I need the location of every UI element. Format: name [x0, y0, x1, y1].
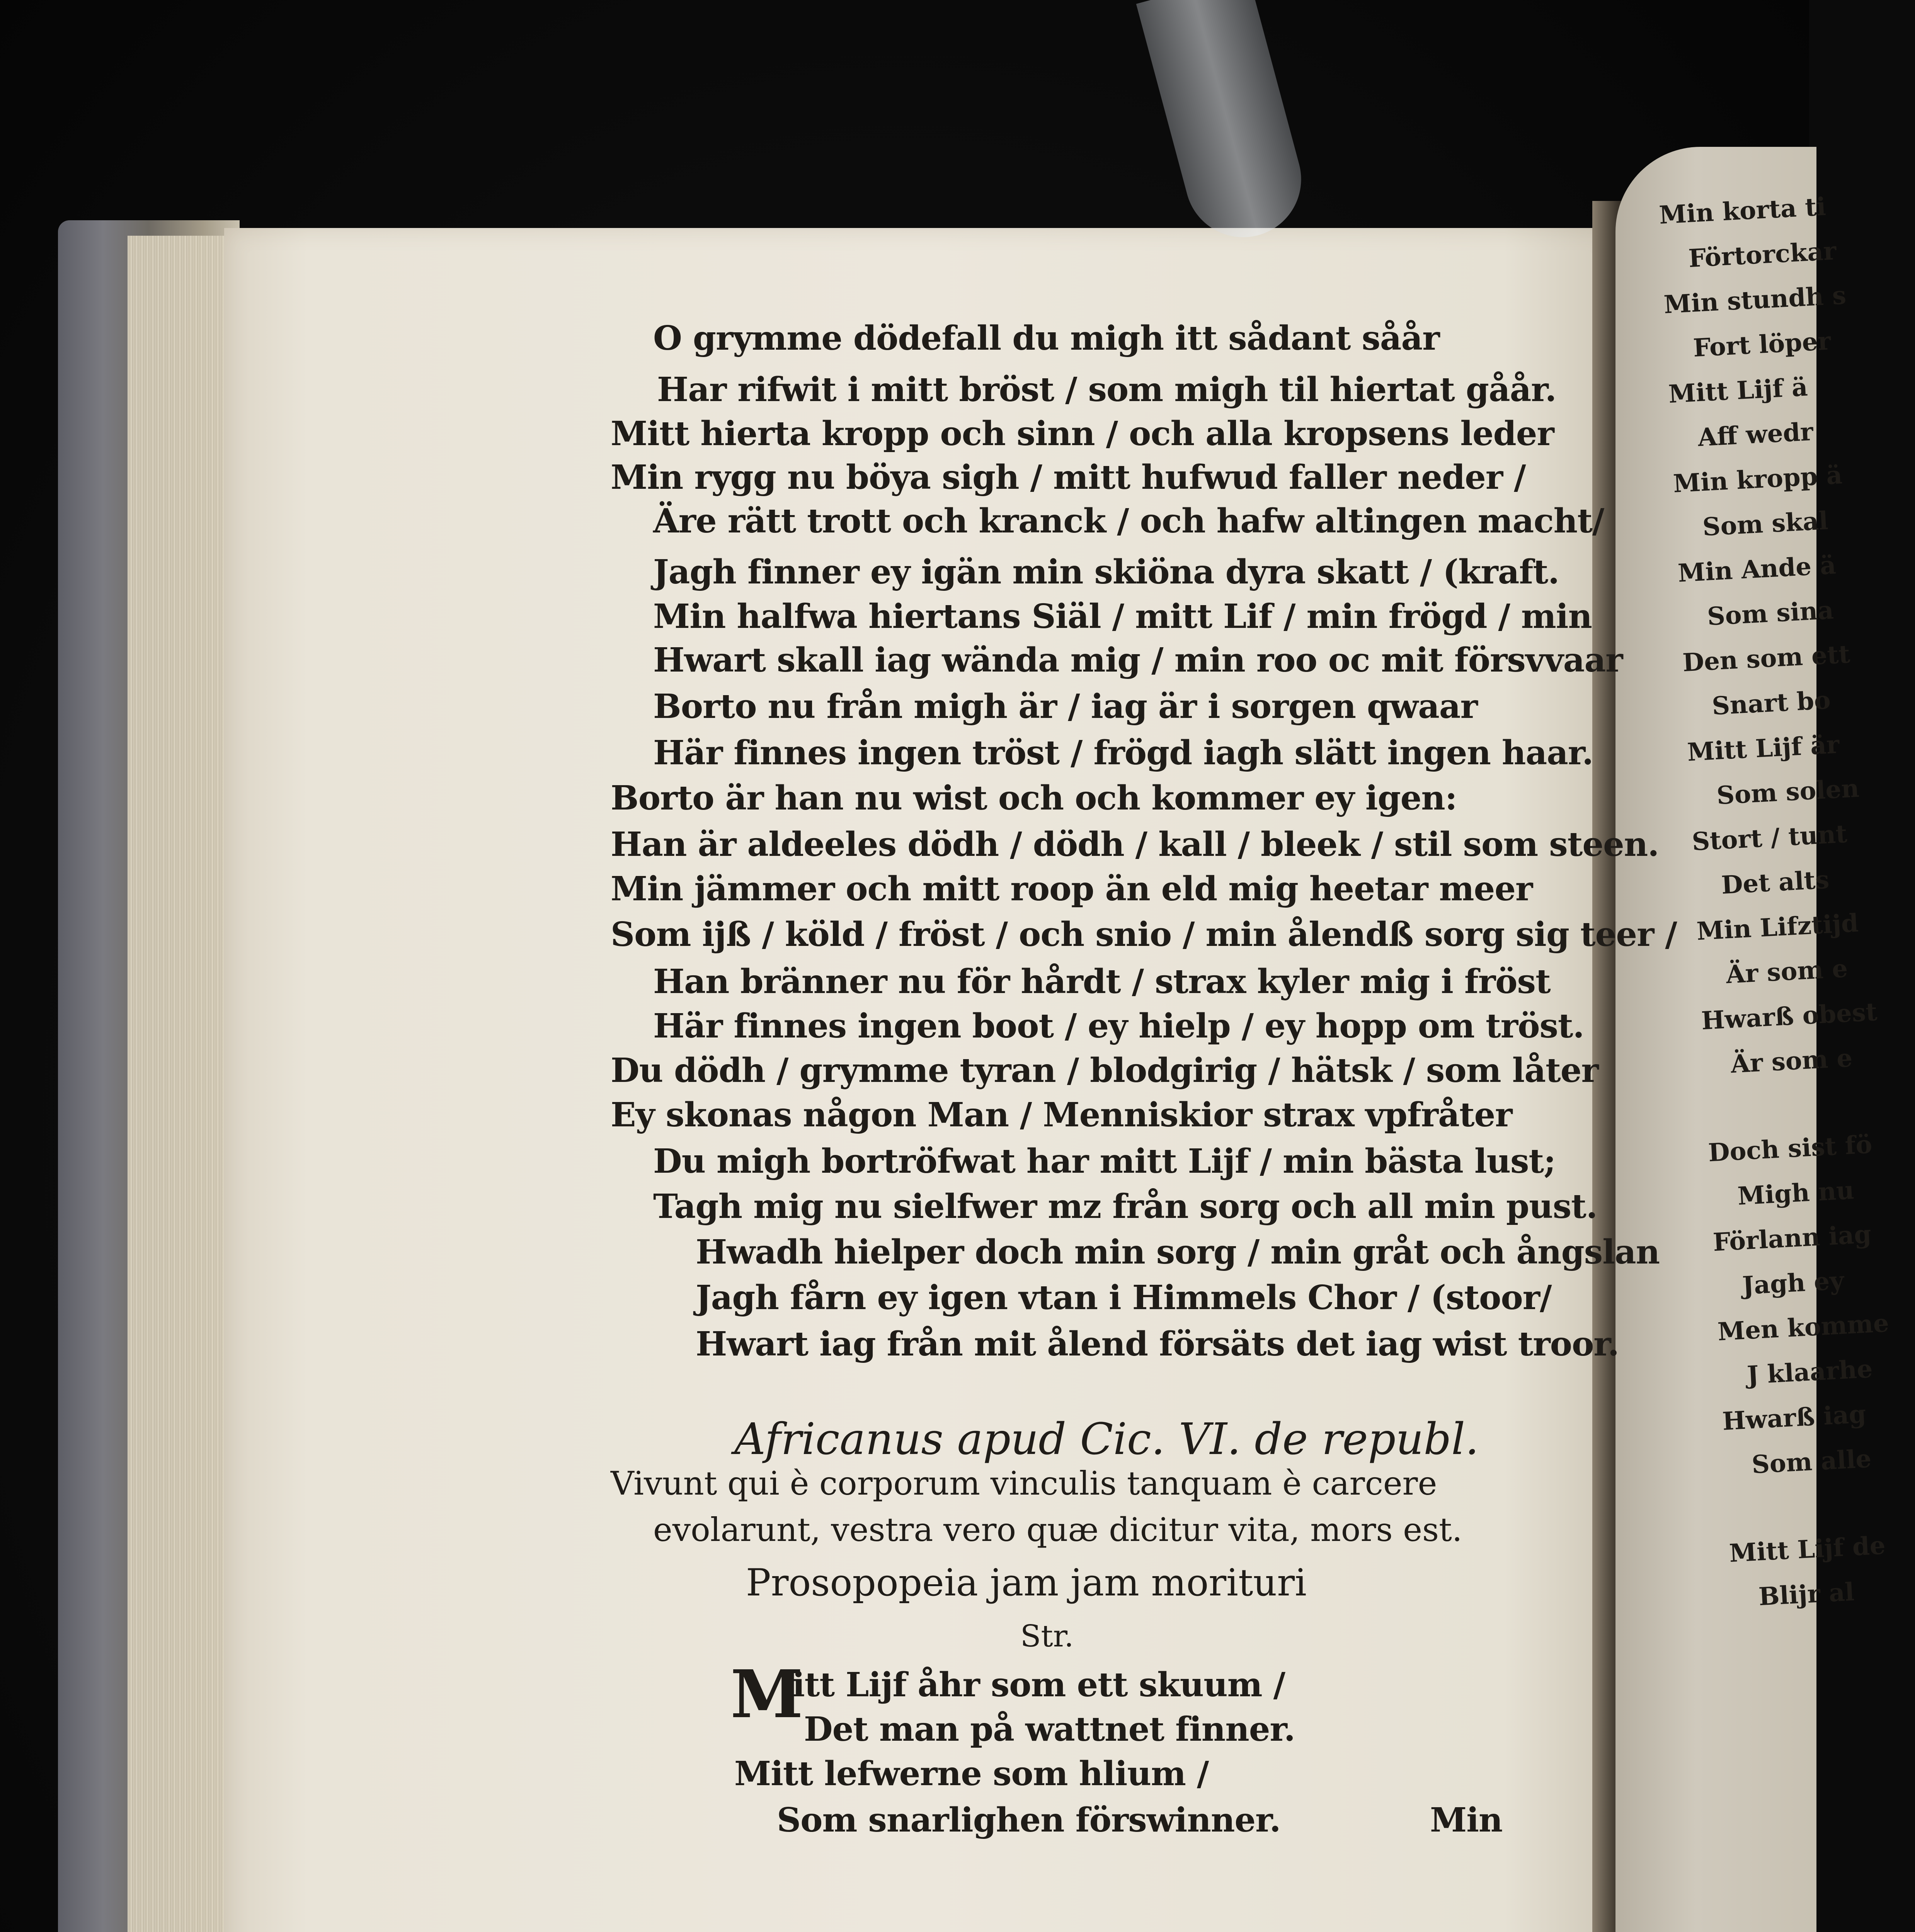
facing-line: Mitt Lijf de	[1728, 1531, 1886, 1568]
drop-capital: M	[730, 1656, 803, 1733]
verse-line: Det man på wattnet finner.	[804, 1710, 1295, 1749]
section-heading: Africanus apud Cic. VI. de republ.	[734, 1414, 1479, 1464]
poem-line: Äre rätt trott och kranck / och hafw altingen macht/	[653, 502, 1604, 541]
latin-quote-line: evolarunt, vestra vero quæ dicitur vita, mors est.	[653, 1511, 1462, 1549]
poem-line: Här finnes ingen boot / ey hielp / ey hopp om tröst.	[653, 1007, 1584, 1046]
subheading: Prosopopeia jam jam morituri	[746, 1561, 1307, 1604]
facing-line: Jagh ey	[1741, 1266, 1845, 1301]
facing-line: Min Ande ä	[1677, 551, 1837, 588]
facing-line: Aff wedr	[1697, 417, 1814, 452]
poem-line: Borto nu från migh är / iag är i sorgen qwaar	[653, 687, 1478, 726]
facing-line: Migh nu	[1737, 1176, 1855, 1211]
poem-line: Här finnes ingen tröst / frögd iagh slätt ingen haar.	[653, 733, 1593, 772]
catchword: Min	[1430, 1801, 1503, 1840]
poem-line: Hwart iag från mit ålend försäts det iag wist troor.	[696, 1325, 1619, 1364]
facing-line: Hwarß obest	[1701, 997, 1878, 1036]
signature-mark: Str.	[1020, 1619, 1074, 1654]
poem-line: Tagh mig nu sielfwer mz från sorg och all min pust.	[653, 1187, 1597, 1226]
facing-line: J klaarhe	[1746, 1354, 1874, 1390]
facing-line: Min stundh s	[1663, 281, 1847, 320]
poem-line: Jagh finner ey igän min skiöna dyra skatt / (kraft.	[653, 553, 1559, 592]
facing-line: Stort / tunt	[1691, 819, 1848, 857]
poem-line: Mitt hierta kropp och sinn / och alla kropsens leder	[611, 414, 1554, 453]
poem-line: Hwadh hielper doch min sorg / min gråt och ångslan	[696, 1233, 1660, 1272]
facing-line: Är som e	[1730, 1043, 1853, 1079]
facing-line: Blijr al	[1758, 1577, 1855, 1612]
facing-line: Är som e	[1725, 954, 1849, 990]
facing-line: Mitt Lijf är	[1686, 730, 1840, 767]
facing-line: Som solen	[1716, 774, 1860, 811]
poem-line: Du dödh / grymme tyran / blodgirig / hätsk / som låter	[611, 1051, 1598, 1090]
facing-line: Hwarß iag	[1721, 1400, 1867, 1436]
facing-line: Mitt Lijf ä	[1668, 372, 1809, 409]
facing-line: Min Lifztijd	[1696, 908, 1859, 946]
facing-line: Min kropp ä	[1672, 461, 1843, 498]
poem-line: Har rifwit i mitt bröst / som migh til hiertat gåår.	[657, 370, 1556, 409]
facing-line: Men komme	[1717, 1308, 1890, 1347]
latin-quote-line: Vivunt qui è corporum vinculis tanquam è carcere	[611, 1464, 1437, 1502]
poem-line: Min halfwa hiertans Siäl / mitt Lif / min frögd / min	[653, 597, 1592, 636]
poem-line: O grymme dödefall du migh itt sådant såår	[653, 319, 1440, 358]
facing-line: Som sina	[1706, 595, 1835, 631]
poem-line: Min rygg nu böya sigh / mitt hufwud faller neder /	[611, 458, 1526, 497]
facing-line: Som skal	[1702, 506, 1829, 542]
facing-line: Det alts	[1721, 865, 1830, 900]
facing-line: Snart bo	[1711, 685, 1832, 721]
poem-line: Han bränner nu för hårdt / strax kyler mig i fröst	[653, 962, 1551, 1001]
verse-line: Som snarlighen förswinner.	[777, 1801, 1281, 1840]
poem-line: Hwart skall iag wända mig / min roo oc mit försvvaar	[653, 641, 1623, 680]
facing-line: Förtorckar	[1688, 236, 1837, 274]
facing-line: Som alle	[1751, 1444, 1872, 1480]
poem-line: Ey skonas någon Man / Menniskior strax vpfråter	[611, 1095, 1512, 1134]
facing-line: Fort löper	[1692, 327, 1832, 363]
facing-line: Doch sist fö	[1707, 1130, 1873, 1168]
facing-line: Den som ett	[1682, 639, 1851, 678]
facing-line: Förlann iag	[1712, 1219, 1872, 1257]
poem-line: Som ijß / köld / fröst / och snio / min ålendß sorg sig teer /	[611, 915, 1677, 954]
verse-line: itt Lijf åhr som ett skuum /	[792, 1665, 1285, 1704]
verse-line: Mitt lefwerne som hlium /	[734, 1754, 1209, 1793]
poem-line: Borto är han nu wist och och kommer ey igen:	[611, 779, 1457, 818]
poem-line: Han är aldeeles dödh / dödh / kall / bleek / stil som steen.	[611, 825, 1659, 864]
facing-line: Min korta ti	[1658, 192, 1827, 230]
poem-line: Du migh bortröfwat har mitt Lijf / min bästa lust;	[653, 1142, 1556, 1181]
poem-line: Jagh fårn ey igen vtan i Himmels Chor / (stoor/	[696, 1278, 1552, 1317]
poem-line: Min jämmer och mitt roop än eld mig heetar meer	[611, 869, 1533, 908]
